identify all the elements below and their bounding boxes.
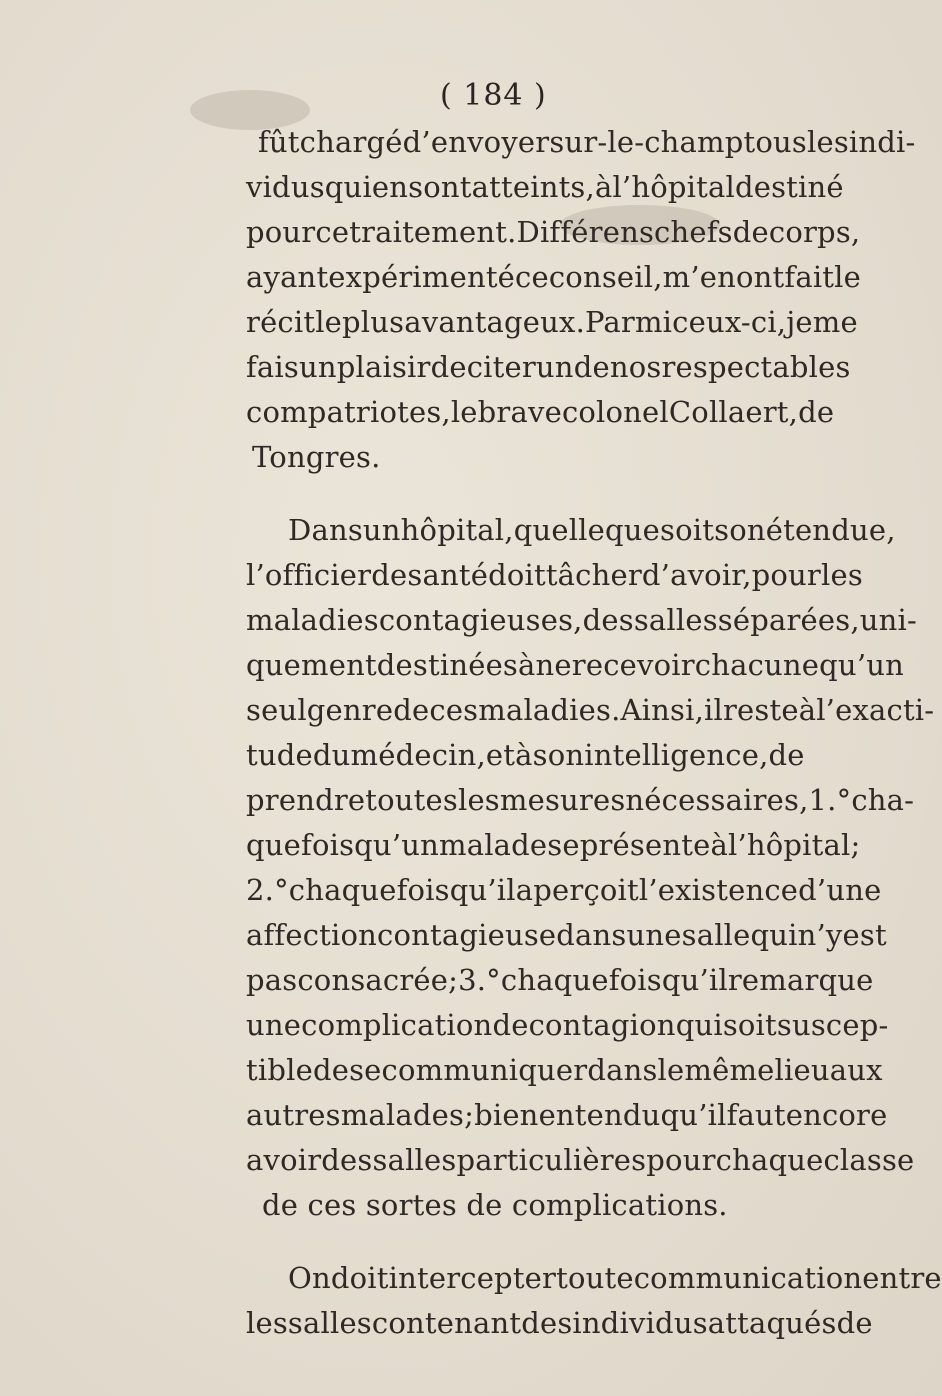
text-line: 2.° chaque fois qu’il aperçoit l’existence d’une (246, 873, 882, 907)
text-line: On doit intercepter toute communication entre (288, 1261, 942, 1295)
text-line: quement destinées à ne recevoir chacune qu’un (246, 648, 904, 682)
text-line: autres malades; bien entendu qu’il faut encore (246, 1098, 888, 1132)
text-line: prendre toutes les mesures nécessaires, 1.° cha- (246, 783, 915, 817)
text-line: affection contagieuse dans une salle qui n’y est (246, 918, 887, 952)
text-line: seul genre de ces maladies. Ainsi, il reste à l’exacti- (246, 693, 935, 727)
text-line: que fois qu’un malade se présente à l’hôpital; (246, 828, 861, 862)
text-line: une complication de contagion qui soit suscep- (246, 1008, 889, 1042)
text-line: Tongres. (252, 440, 381, 474)
text-line: fût chargé d’envoyer sur-le-champ tous les indi- (258, 125, 916, 159)
text-line: avoir des salles particulières pour chaque classe (246, 1143, 915, 1177)
text-line: fais un plaisir de citer un de nos respectables (246, 350, 851, 384)
text-line: pas consacrée; 3.° chaque fois qu’il remarque (246, 963, 874, 997)
text-line: récit le plus avantageux. Parmi ceux-ci, je me (246, 305, 858, 339)
page-number: ( 184 ) (440, 78, 547, 113)
text-line: compatriotes, le brave colonel Collaert, de (246, 395, 835, 429)
text-line: tible de se communiquer dans le même lieu aux (246, 1053, 883, 1087)
text-line: ayant expérimenté ce conseil, m’en ont fait le (246, 260, 862, 294)
text-line: pour ce traitement. Différens chefs de corps, (246, 215, 861, 249)
text-line: Dans un hôpital, quelle que soit son étendue, (288, 513, 896, 547)
text-line: vidus qui en sont atteints, à l’hôpital destiné (246, 170, 844, 204)
text-line: l’officier de santé doit tâcher d’avoir, pour les (246, 558, 863, 592)
text-line: de ces sortes de complications. (262, 1188, 728, 1222)
text-line: tude du médecin, et à son intelligence, de (246, 738, 805, 772)
text-line: les salles contenant des individus attaqués de (246, 1306, 873, 1340)
text-line: maladies contagieuses, des salles séparées, uni- (246, 603, 918, 637)
